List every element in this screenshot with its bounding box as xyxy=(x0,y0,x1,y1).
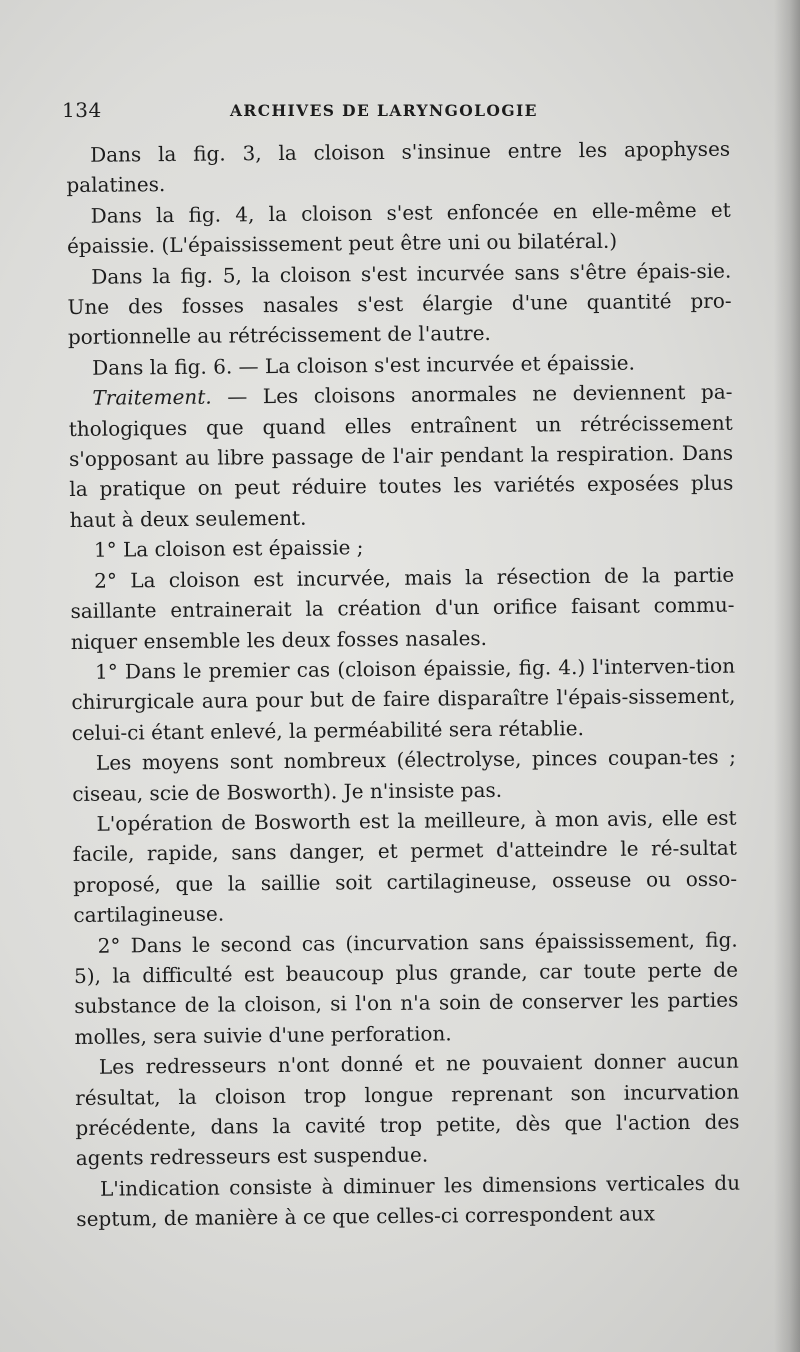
paragraph-redresseurs: Les redresseurs n'ont donné et ne pouvaient donner aucun résultat, la cloison trop longue reprenant son incurvation précédente, dans la cavité trop petite, dès que l'action des agents redresseurs est suspendue. xyxy=(75,1048,740,1171)
paragraph-fig-4: Dans la fig. 4, la cloison s'est enfoncée en elle-même et épaissie. (L'épaississement peut être uni ou bilatéral.) xyxy=(66,197,731,259)
section-lead-traitement: Traitement. xyxy=(92,384,212,411)
running-title: ARCHIVES DE LARYNGOLOGIE xyxy=(230,101,538,120)
paragraph-variety-1: 1° La cloison est épaissie ; xyxy=(93,535,364,563)
body-text xyxy=(66,134,740,1235)
paragraph-case-1: 1° Dans le premier cas (cloison épaissie, fig. 4.) l'interven-tion chirurgicale aura pour but de faire disparaître l'épais-sissement, celui-ci étant enlevé, la perméabilité sera rétablie. xyxy=(71,653,736,745)
paragraph-traitement-text: — Les cloisons anormales ne deviennent pa-thologiques que quand elles entraînent un rétrécissement s'opposant au libre passage de l'air pendant la respiration. Dans la pratique on peut réduire toutes les variétés exposées plus haut à deux seulement. xyxy=(68,379,734,532)
paragraph-moyens: Les moyens sont nombreux (électrolyse, pinces coupan-tes ; ciseau, scie de Bosworth). Je n'insiste pas. xyxy=(72,744,737,806)
page-edge-shadow xyxy=(774,0,800,1352)
page-header xyxy=(62,98,722,128)
paragraph-fig-3: Dans la fig. 3, la cloison s'insinue entre les apophyses palatines. xyxy=(66,136,731,198)
paragraph-traitement xyxy=(68,377,733,535)
paragraph-indication: L'indication consiste à diminuer les dimensions verticales du septum, de manière à ce que celles-ci correspondent aux xyxy=(76,1170,741,1232)
paragraph-bosworth: L'opération de Bosworth est la meilleure, à mon avis, elle est facile, rapide, sans danger, et permet d'atteindre le ré-sultat proposé, que la saillie soit cartilagineuse, osseuse ou osso-cartilagineuse. xyxy=(72,805,738,928)
paragraph-case-2: 2° Dans le second cas (incurvation sans épaississement, fig. 5), la difficulté est beaucoup plus grande, car toute perte de substance de la cloison, si l'on n'a soin de conserver les parties molles, sera suivie d'une perforation. xyxy=(73,927,739,1049)
page-number: 134 xyxy=(62,98,102,122)
paragraph-fig-5: Dans la fig. 5, la cloison s'est incurvée sans s'être épais-sie. Une des fosses nasales s'est élargie d'une quantité pro-portionnelle au rétrécissement de l'autre. xyxy=(67,258,732,350)
paragraph-variety-2: 2° La cloison est incurvée, mais la résection de la partie saillante entrainerait la création d'un orifice faisant commu-niquer ensemble les deux fosses nasales. xyxy=(70,562,735,654)
paragraph-fig-6: Dans la fig. 6. — La cloison s'est incurvée et épaissie. xyxy=(92,350,636,380)
